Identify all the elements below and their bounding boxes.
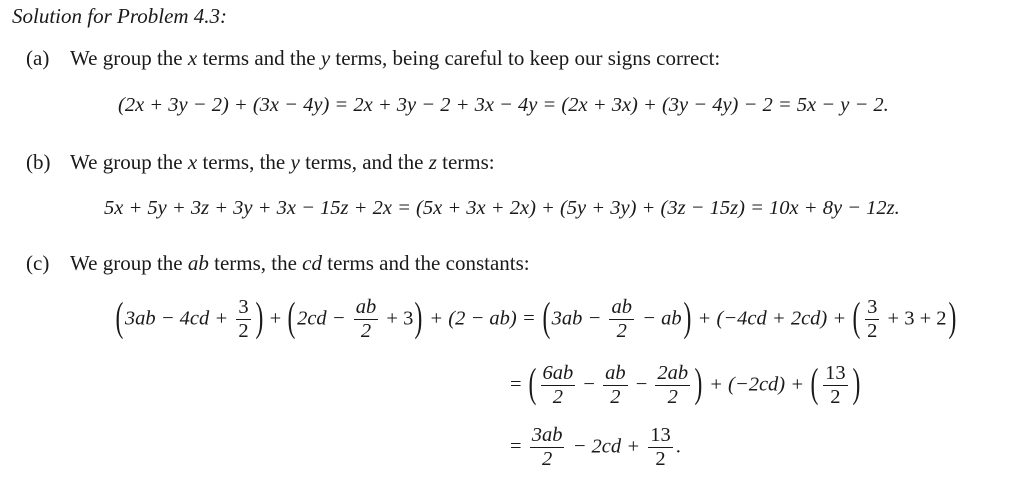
- part-a-equation: (2x + 3y − 2) + (3x − 4y) = 2x + 3y − 2 + 3x − 4y = (2x + 3x) + (3y − 4y) − 2 = 5x − y − 2.: [118, 94, 889, 116]
- fraction: $\frac{ab}{2}$: [611, 296, 632, 342]
- fraction: $\frac{13}{2}$: [650, 424, 671, 470]
- part-a-intro: We group the x terms and the y terms, being careful to keep our signs correct:: [70, 46, 721, 70]
- part-c-equation-line-1: (3ab − 4cd + $\frac{3}{2}$ ) + (2cd − $\frac{ab}{2}$ + 3) + (2 − ab) = (3ab − $\frac{ab}{2}$ − ab) + (−4cd + 2cd) + ( $\frac{3}{2}$ + 3 + 2): [115, 296, 956, 342]
- part-b-label: (b): [26, 150, 51, 174]
- part-c-equation-line-2: = ( $\frac{6ab}{2}$ − $\frac{ab}{2}$ − $\frac{2ab}{2}$ ) + (−2cd) + ( $\frac{13}{2}$ ): [510, 362, 860, 408]
- fraction: $\frac{3}{2}$: [867, 296, 878, 342]
- fraction: $\frac{ab}{2}$: [355, 296, 377, 342]
- fraction: $\frac{6ab}{2}$: [542, 362, 574, 408]
- fraction: $\frac{3}{2}$: [238, 296, 249, 342]
- fraction: $\frac{2ab}{2}$: [657, 362, 689, 408]
- fraction: $\frac{3ab}{2}$: [531, 424, 563, 470]
- page-title: Solution for Problem 4.3:: [12, 4, 228, 28]
- fraction: $\frac{13}{2}$: [825, 362, 846, 408]
- fraction: $\frac{ab}{2}$: [605, 362, 626, 408]
- part-b-intro: We group the x terms, the y terms, and the z terms:: [70, 150, 495, 174]
- part-c-label: (c): [26, 251, 50, 275]
- part-c-intro: We group the ab terms, the cd terms and the constants:: [70, 251, 530, 275]
- part-b-equation: 5x + 5y + 3z + 3y + 3x − 15z + 2x = (5x + 3x + 2x) + (5y + 3y) + (3z − 15z) = 10x + 8y − 12z.: [104, 197, 900, 219]
- part-a-label: (a): [26, 46, 50, 70]
- part-c-equation-line-3: = $\frac{3ab}{2}$ − 2cd + $\frac{13}{2}$ .: [510, 424, 681, 470]
